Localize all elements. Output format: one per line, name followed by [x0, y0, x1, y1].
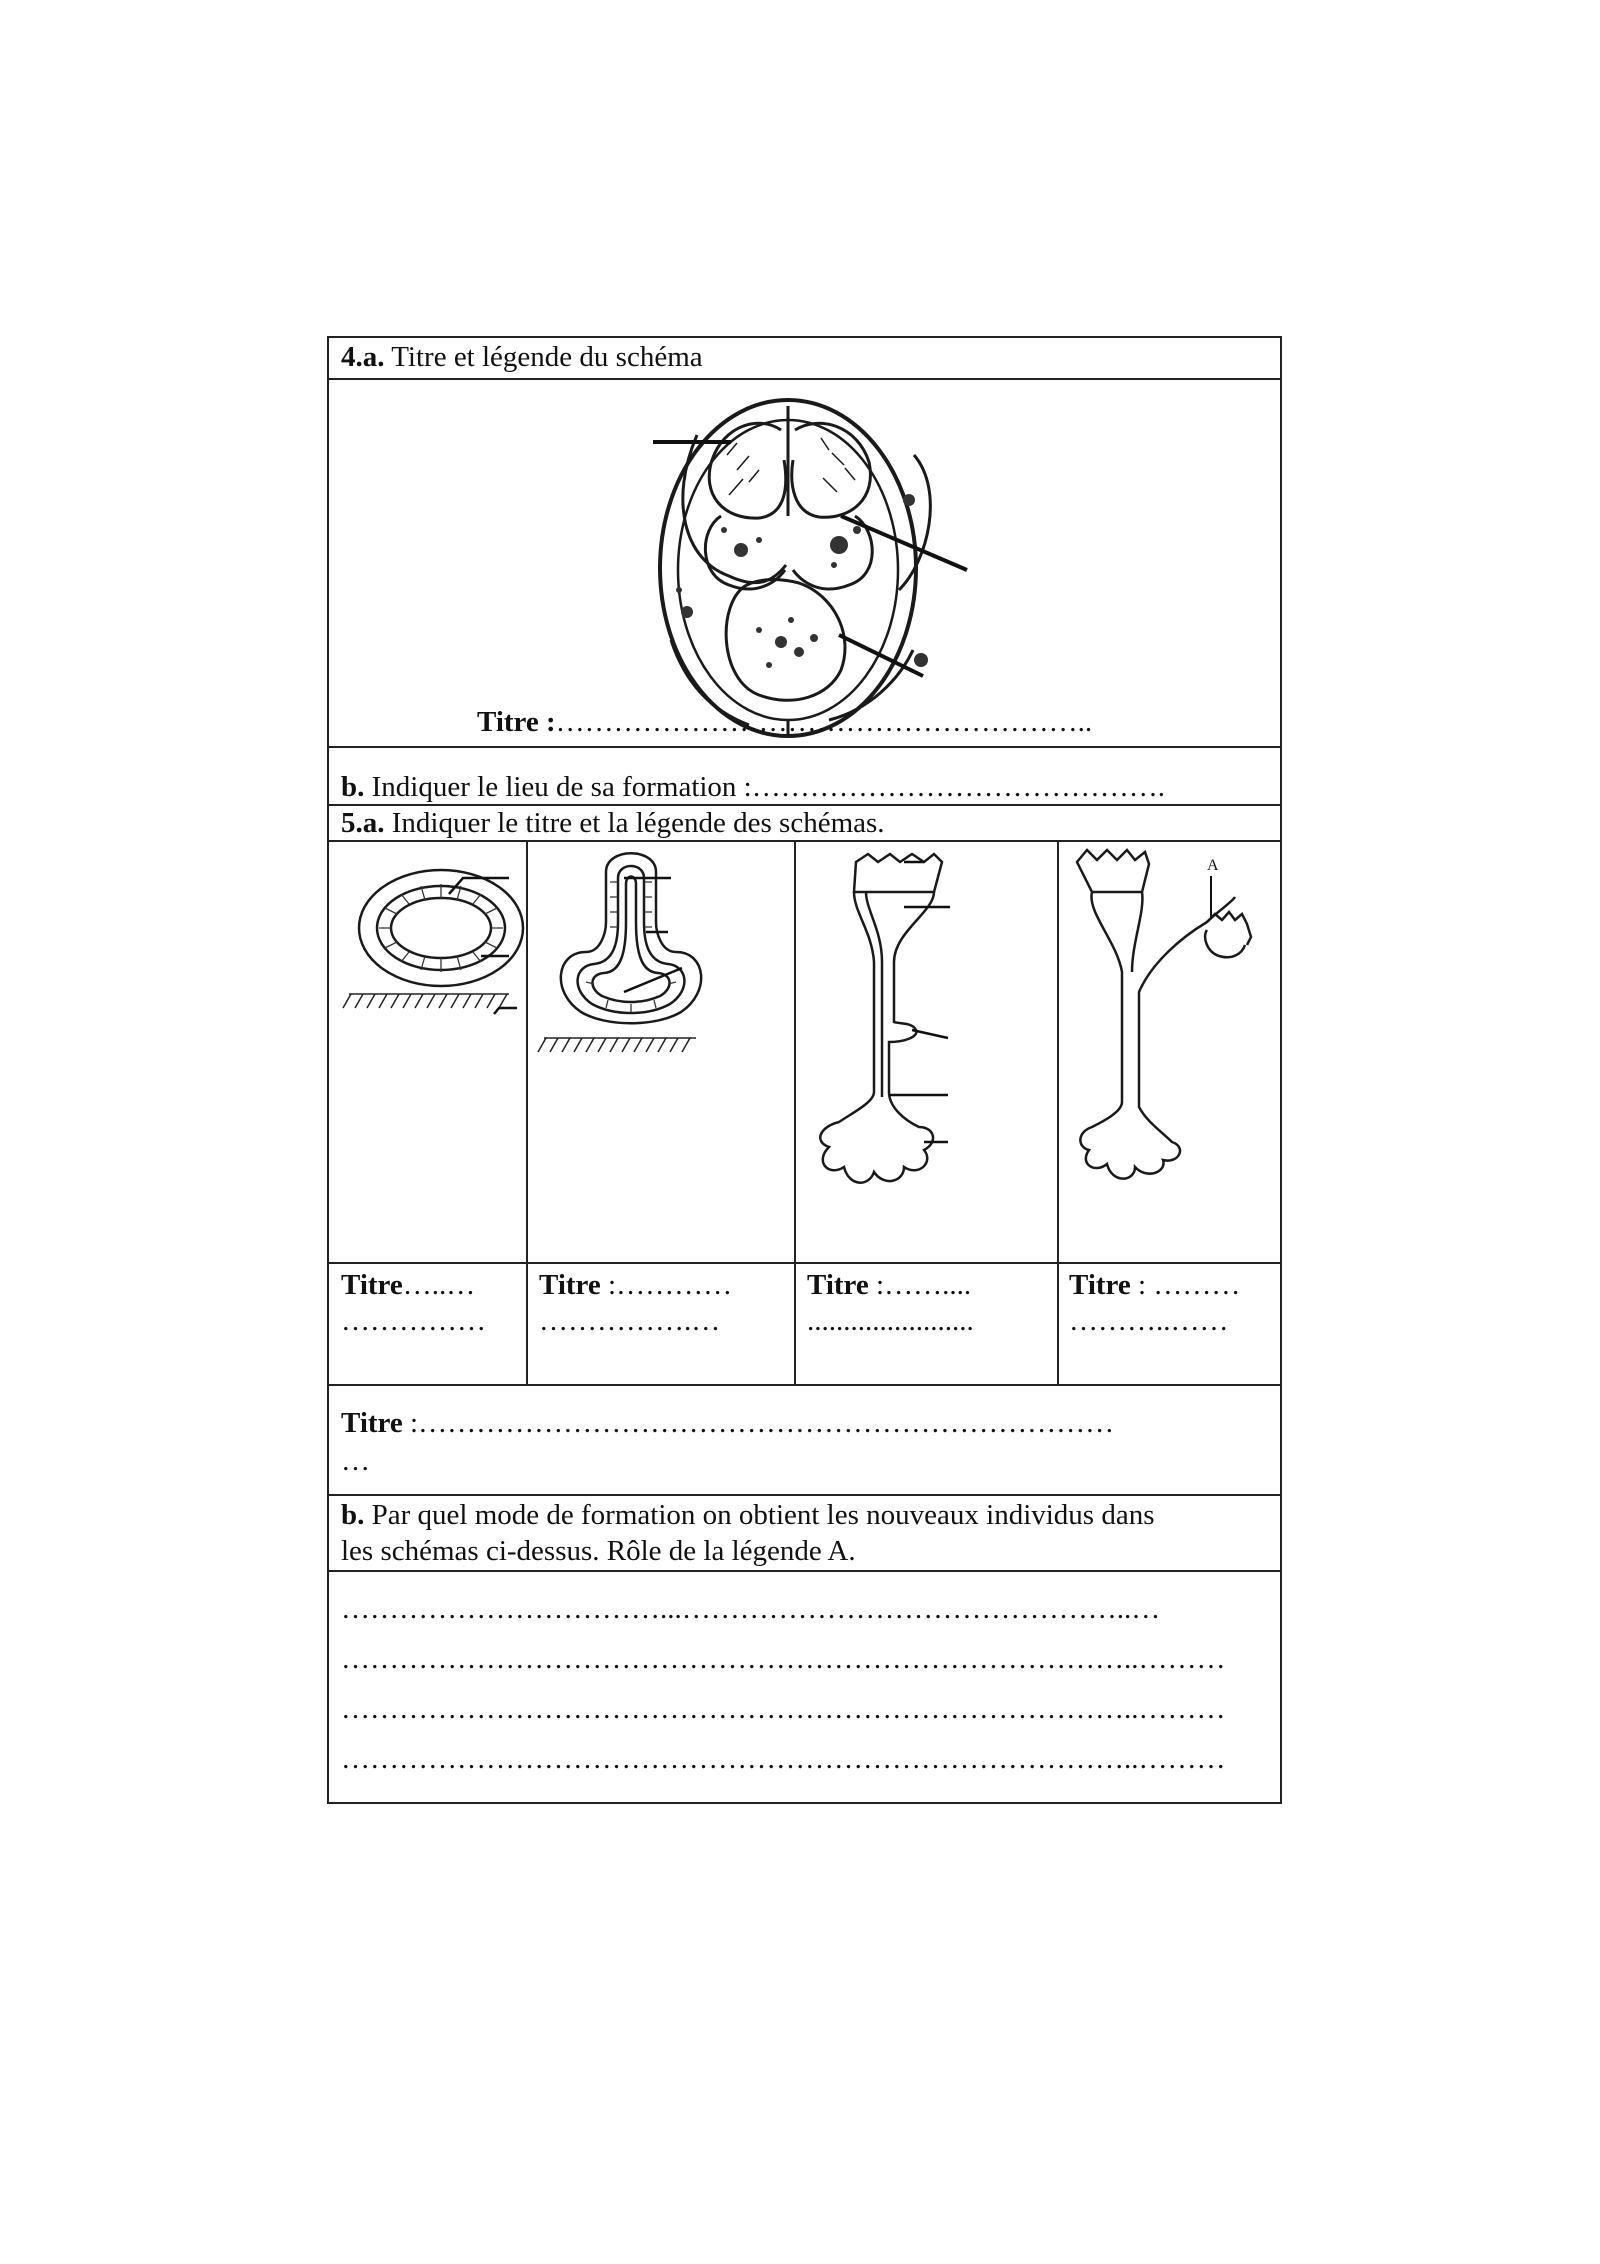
question-5b-row — [329, 1494, 1280, 1570]
cell-3-title: Titre :…….... — [807, 1269, 972, 1301]
answer-line[interactable]: ………………………………………………………………………..……… — [341, 1643, 1226, 1675]
cell-4-title: Titre : ……… — [1069, 1269, 1241, 1301]
figure-5-title-cells — [329, 1262, 1280, 1384]
cell-3-dots: ....................... — [807, 1305, 974, 1337]
figure-5-main-title: Titre :……………………………………………………………… — [341, 1407, 1115, 1439]
budding-stage-3-drawing — [794, 842, 1057, 1264]
worksheet-table — [327, 336, 1282, 1804]
cell-1-dots: …………… — [341, 1305, 486, 1337]
question-4b-row — [329, 746, 1280, 804]
label-a: A — [1207, 857, 1219, 874]
answer-line[interactable]: ………………………………………………………………………..……… — [341, 1743, 1226, 1775]
question-4a: 4.a. Titre et légende du schéma — [341, 341, 703, 373]
budding-stage-1-drawing — [329, 842, 526, 1264]
answer-line[interactable]: ……………………………...………………………………………..… — [341, 1593, 1161, 1625]
question-5a: 5.a. Indiquer le titre et la légende des schémas. — [341, 807, 885, 839]
four-cell-stage-drawing — [329, 380, 1284, 748]
question-5b-line-1: b. Par quel mode de formation on obtient les nouveaux individus dans — [341, 1499, 1155, 1531]
figure-5-panels — [329, 840, 1280, 1262]
question-5b-line-2: les schémas ci-dessus. Rôle de la légende A. — [341, 1535, 856, 1567]
answer-area — [329, 1570, 1280, 1806]
figure-5-main-title-cont: … — [341, 1445, 370, 1477]
cell-4-dots: ………..…… — [1069, 1305, 1229, 1337]
question-5a-row — [329, 804, 1280, 840]
question-4a-row — [329, 338, 1280, 378]
budding-stage-4-drawing — [1057, 842, 1282, 1264]
cell-2-dots: …………….… — [539, 1305, 721, 1337]
budding-stage-2-drawing — [526, 842, 794, 1264]
cell-2-title: Titre :………… — [539, 1269, 733, 1301]
cell-1-title: Titre…..… — [341, 1269, 476, 1301]
figure-5-main-title-row — [329, 1384, 1280, 1494]
figure-4-title-line: Titre :……………………………………………….. — [477, 706, 1093, 738]
answer-line[interactable]: ………………………………………………………………………..……… — [341, 1693, 1226, 1725]
figure-4-panel — [329, 378, 1280, 746]
question-4b: b. Indiquer le lieu de sa formation :……………………………………. — [341, 771, 1165, 803]
